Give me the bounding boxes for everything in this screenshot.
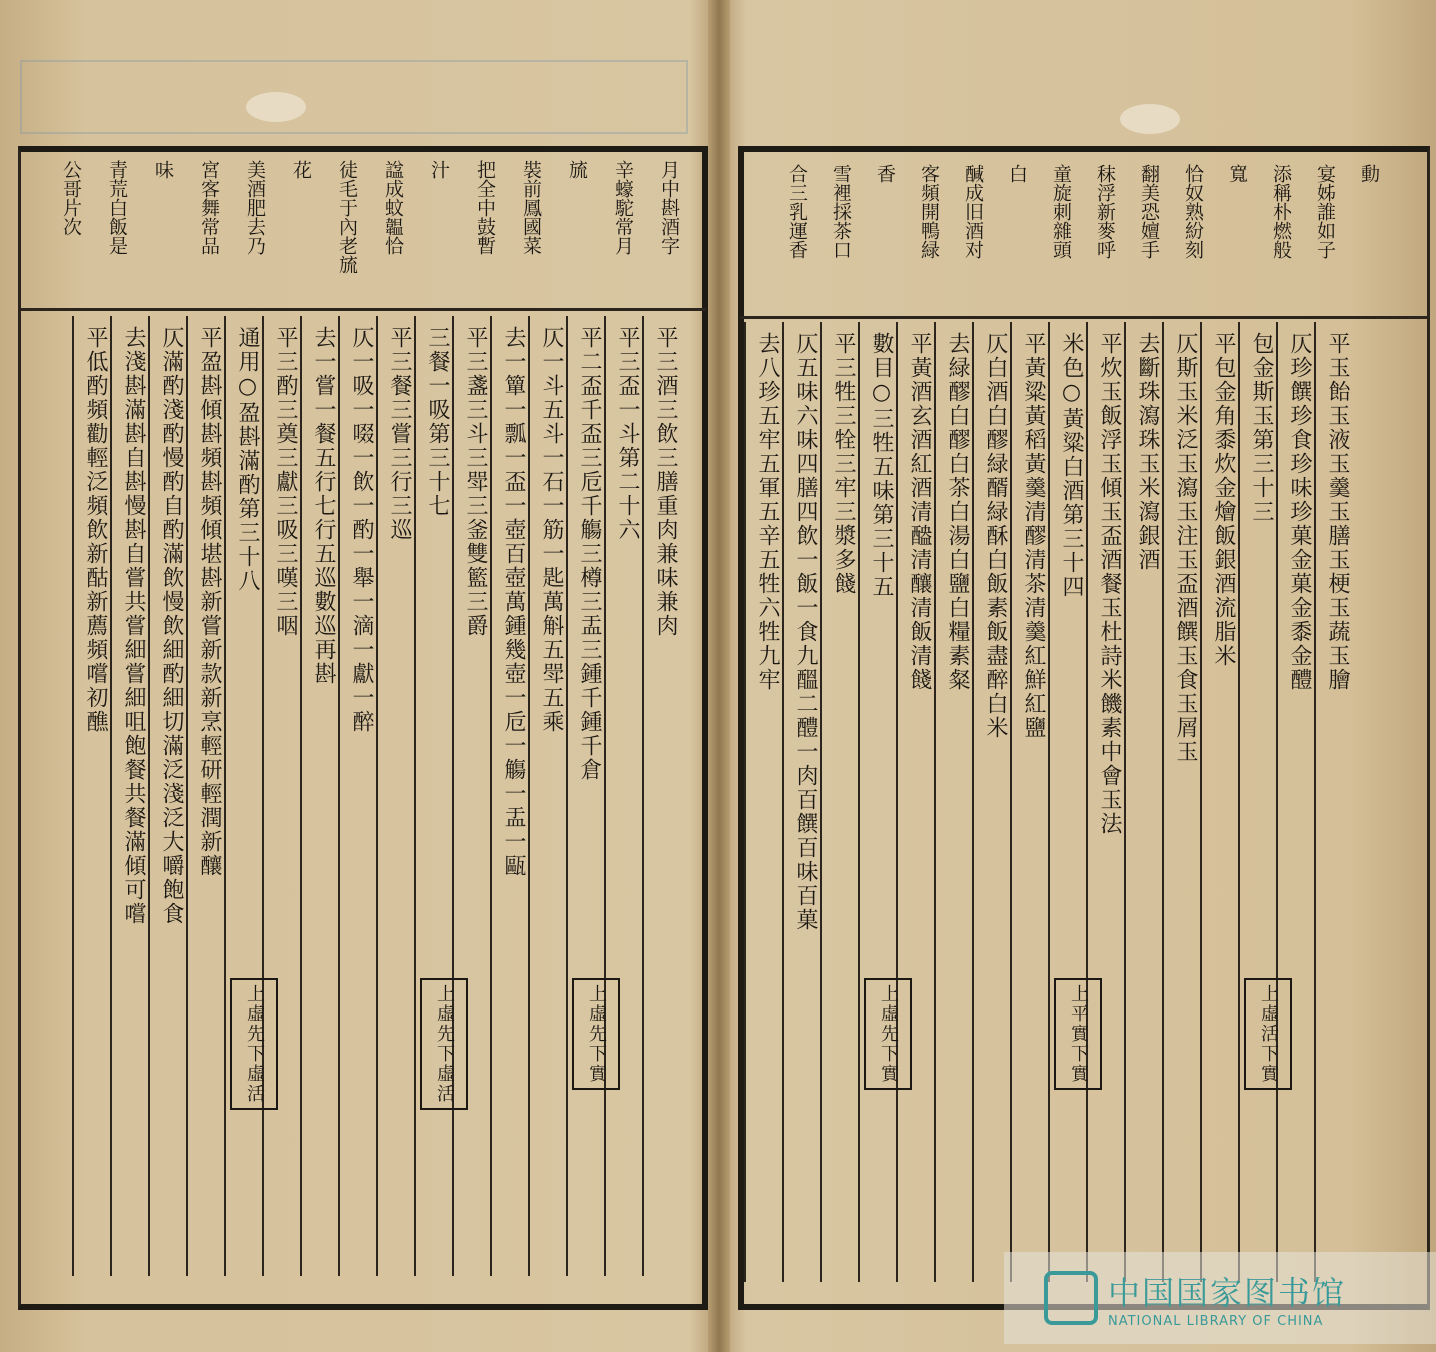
header-note-column: 宮客舞常品 bbox=[198, 160, 220, 255]
header-note-column: 香 bbox=[874, 164, 896, 183]
level-tone-note: 上平實下實 bbox=[1054, 978, 1102, 1090]
main-text-column: 仄珍饌珍食珍味珍菓金菓金黍金醴 bbox=[1287, 332, 1312, 692]
header-note-column: 動 bbox=[1358, 164, 1380, 183]
main-text-column: 平三餐三嘗三行三巡 bbox=[387, 326, 412, 542]
column-rule bbox=[744, 322, 746, 1282]
main-text-column: 平三酒三飲三膳重肉兼味兼肉 bbox=[653, 326, 678, 638]
main-text-column: 平三牲三牷三牢三漿多餞 bbox=[831, 332, 856, 596]
main-text-column: 平二盃千盃三卮千觴三樽三盂三鍾千鍾千倉 bbox=[577, 326, 602, 782]
header-note-column: 白 bbox=[1006, 164, 1028, 183]
header-note-column: 雪裡採茶口 bbox=[830, 164, 852, 259]
main-text-column: 三餐一吸第三十七 bbox=[425, 326, 450, 518]
main-text-column: 去淺斟滿斟自斟慢斟自嘗共嘗細嘗細咀飽餐共餐滿傾可嚐 bbox=[121, 326, 146, 926]
main-text-column: 仄一吸一啜一飲一酌一舉一滴一獻一醉 bbox=[349, 326, 374, 734]
header-note-column: 月中斟酒字 bbox=[658, 160, 680, 255]
main-text-column: 仄一斗五斗一石一筋一匙萬斛五斝五乘 bbox=[539, 326, 564, 734]
main-text-column: 通用○盈斟滿酌第三十八 bbox=[235, 326, 260, 593]
main-text-column: 去緑醪白醪白茶白湯白鹽白糧素粲 bbox=[945, 332, 970, 692]
header-note-column: 公哥片次 bbox=[60, 160, 82, 236]
header-note-column: 秣浮新麥呼 bbox=[1094, 164, 1116, 259]
header-note-column: 寬 bbox=[1226, 164, 1248, 183]
header-note-column: 旈 bbox=[566, 160, 588, 179]
main-text-column: 平三盞三斗三斝三釜雙籃三爵 bbox=[463, 326, 488, 638]
main-text-column: 仄五味六味四膳四飲一飯一食九醞二醴一肉百饌百味百菓 bbox=[793, 332, 818, 932]
right-page-frame bbox=[738, 146, 1430, 1310]
level-tone-note: 上虛活下實 bbox=[1244, 978, 1292, 1090]
level-tone-note: 上虛先下實 bbox=[572, 978, 620, 1090]
main-text-column: 去八珍五牢五軍五辛五牲六牲九牢 bbox=[755, 332, 780, 692]
main-text-column: 包金斯玉第三十三 bbox=[1249, 332, 1274, 524]
header-note-column: 客頻開鴨緑 bbox=[918, 164, 940, 259]
main-text-column: 平盈斟傾斟頻斟頻傾堪斟新嘗新款新烹輕研輕潤新釀 bbox=[197, 326, 222, 878]
main-text-column: 平黃粱黃稻黃羹清醪清茶清羹紅鮮紅鹽 bbox=[1021, 332, 1046, 740]
main-text-column: 平三酌三奠三獻三吸三嘆三咽 bbox=[273, 326, 298, 638]
main-text-column: 平三盃一斗第二十六 bbox=[615, 326, 640, 542]
left-page bbox=[0, 0, 708, 1352]
header-note-column: 把全中鼓暫 bbox=[474, 160, 496, 255]
level-tone-note: 上虛先下虛活 bbox=[230, 978, 278, 1110]
main-text-column: 米色○黃粱白酒第三十四 bbox=[1059, 332, 1084, 599]
book-gutter bbox=[708, 0, 730, 1352]
header-note-column: 宴姊誰如子 bbox=[1314, 164, 1336, 259]
main-text-column: 去斷珠瀉珠玉米瀉銀酒 bbox=[1135, 332, 1160, 572]
paper-fold bbox=[246, 92, 306, 122]
watermark-title: 中国国家图书馆 bbox=[1108, 1273, 1347, 1312]
header-note-column: 味 bbox=[152, 160, 174, 179]
main-text-column: 數目○三牲五味第三十五 bbox=[869, 332, 894, 599]
header-note-column: 合三乳運香 bbox=[786, 164, 808, 259]
bleed-through-frame bbox=[20, 60, 688, 134]
header-note-column: 醎成旧酒对 bbox=[962, 164, 984, 259]
library-watermark bbox=[1004, 1252, 1436, 1344]
library-logo-icon bbox=[1044, 1271, 1098, 1325]
header-note-column: 花 bbox=[290, 160, 312, 179]
main-text-column: 平低酌頻勸輕泛頻飲新酤新薦頻嚐初醮 bbox=[83, 326, 108, 734]
watermark-subtitle: NATIONAL LIBRARY OF CHINA bbox=[1108, 1313, 1324, 1329]
header-note-column: 辛蠔駝常月 bbox=[612, 160, 634, 255]
main-text-column: 平炊玉飯浮玉傾玉盃酒餐玉杜詩米饑素中會玉法 bbox=[1097, 332, 1122, 836]
header-note-column: 青荒白飯是 bbox=[106, 160, 128, 255]
right-page bbox=[730, 0, 1436, 1352]
main-text-column: 仄斯玉米泛玉瀉玉注玉盃酒饌玉食玉屑玉 bbox=[1173, 332, 1198, 764]
header-note-column: 童旋刺雜頭 bbox=[1050, 164, 1072, 259]
column-rule bbox=[72, 316, 74, 1276]
main-text-column: 平包金角黍炊金燴飯銀酒流脂米 bbox=[1211, 332, 1236, 668]
header-note-column: 諡成蚊韞恰 bbox=[382, 160, 404, 255]
header-note-column: 徒毛于內老旈 bbox=[336, 160, 358, 274]
main-text-column: 平玉飴玉液玉羹玉膳玉梗玉蔬玉膾 bbox=[1325, 332, 1350, 692]
main-text-column: 平黃酒玄酒紅酒清醠清釀清飯清餞 bbox=[907, 332, 932, 692]
main-text-column: 去一嘗一餐五行七行五巡數巡再斟 bbox=[311, 326, 336, 686]
header-note-column: 美酒肥去乃 bbox=[244, 160, 266, 255]
header-note-column: 翻美恐嬗手 bbox=[1138, 164, 1160, 259]
paper-fold bbox=[1120, 104, 1180, 134]
main-text-column: 去一簞一瓢一盃一壺百壺萬鍾幾壺一卮一觴一盂一甌 bbox=[501, 326, 526, 878]
level-tone-note: 上虛先下實 bbox=[864, 978, 912, 1090]
header-note-column: 汁 bbox=[428, 160, 450, 179]
header-note-column: 添稱朴燃般 bbox=[1270, 164, 1292, 259]
main-text-column: 仄白酒白醪緑醑緑酥白飯素飯盡醉白米 bbox=[983, 332, 1008, 740]
header-note-column: 裝前鳳國菜 bbox=[520, 160, 542, 255]
main-text-column: 仄滿酌淺酌慢酌自酌滿飲慢飲細酌細切滿泛淺泛大嚼飽食 bbox=[159, 326, 184, 926]
header-divider bbox=[740, 316, 1428, 319]
level-tone-note: 上虛先下虛活 bbox=[420, 978, 468, 1110]
header-note-column: 恰奴熟紛刻 bbox=[1182, 164, 1204, 259]
header-divider bbox=[20, 308, 706, 311]
